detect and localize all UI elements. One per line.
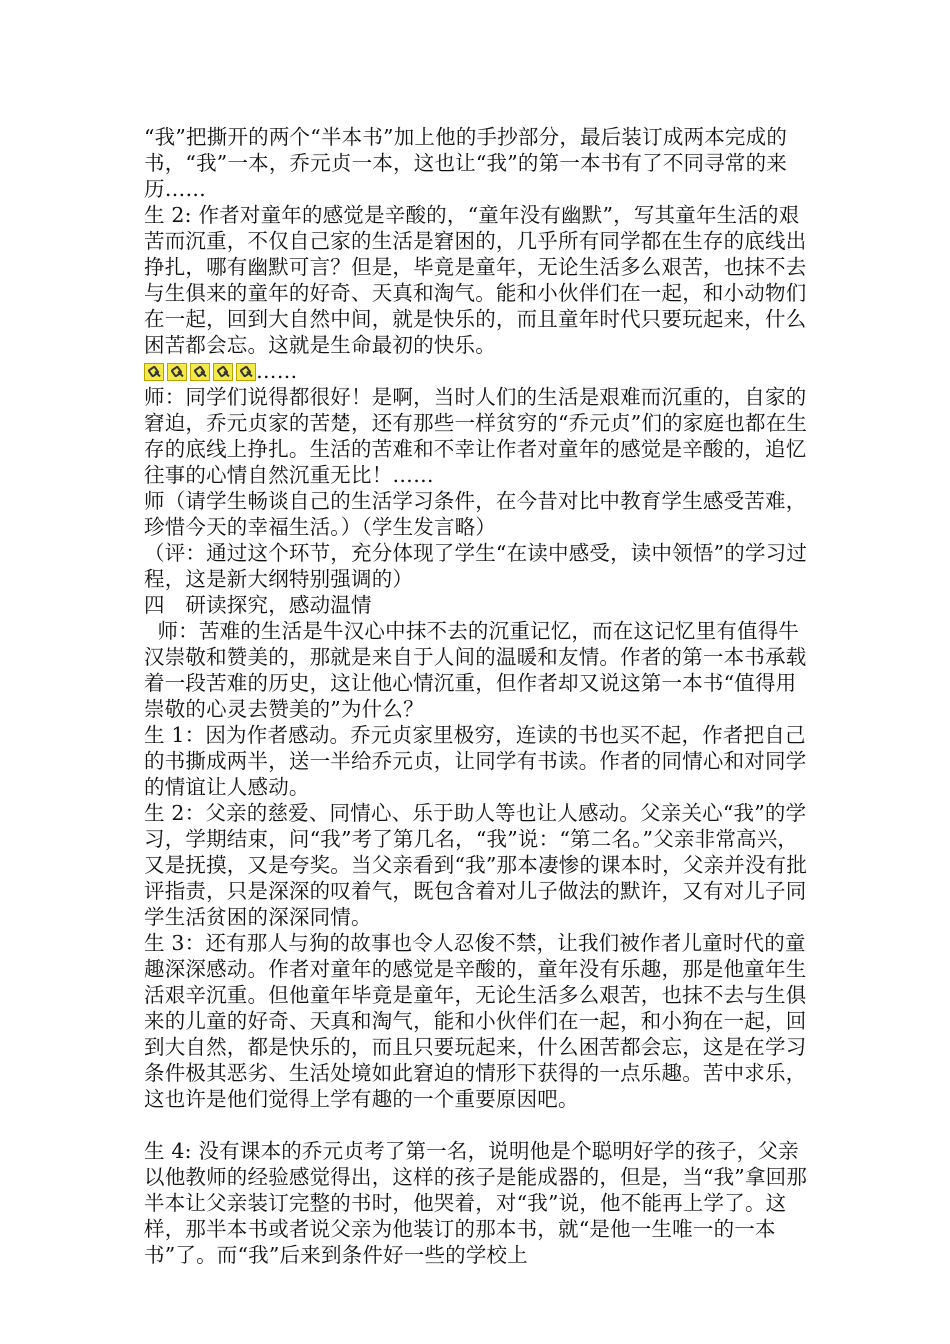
paragraph-student-4: 生 4: 没有课本的乔元贞考了第一名，说明他是个聪明好学的孩子，父亲以他教师的经验感觉得出，这样的孩子是能成器的，但是，当“我”拿回那半本让父亲装订完整的书时，他哭着，对“我”说，他不能再上学了。这样，那半本书或者说父亲为他装订的那本书，就“是他一生唯一的一本书”了。而“我”后来到条件好一些的学校上: [144, 1139, 808, 1267]
paragraph-teacher-prompt: 师（请学生畅谈自己的生活学习条件，在今昔对比中教育学生感受苦难，珍惜今天的幸福生活。）（学生发言略）: [144, 489, 807, 539]
pencil-icon: [144, 363, 164, 381]
paragraph-student-2: 生 2: 作者对童年的感觉是辛酸的，“童年没有幽默”，写其童年生活的艰苦而沉重，不仅自己家的生活是窘困的，几乎所有同学都在生存的底线出挣扎，哪有幽默可言？但是，毕竟是童年，无论生活多么艰苦，也抹不去与生俱来的童年的好奇、天真和淘气。能和小伙伴们在一起，和小动物们在一起，回到大自然中间，就是快乐的，而且童年时代只要玩起来，什么困苦都会忘。这就是生命最初的快乐。: [144, 203, 807, 357]
paragraph-teacher-question: 师：苦难的生活是牛汉心中抹不去的沉重记忆，而在这记忆里有值得牛汉崇敬和赞美的，那就是来自于人间的温暖和友情。作者的第一本书承载着一段苦难的历史，这让他心情沉重，但作者却又说这第一本书“值得用崇敬的心灵去赞美的”为什么？: [144, 619, 807, 721]
pencil-icon: [190, 363, 210, 381]
paragraph-student-3: 生 3：还有那人与狗的故事也令人忍俊不禁，让我们被作者儿童时代的童趣深深感动。作者对童年的感觉是辛酸的，童年没有乐趣，那是他童年生活艰辛沉重。但他童年毕竟是童年，无论生活多么艰苦，也抹不去与生俱来的儿童的好奇、天真和淘气，能和小伙伴们在一起，和小狗在一起，回到大自然，都是快乐的，而且只要玩起来，什么困苦都会忘，这是在学习条件极其恶劣、生活处境如此窘迫的情形下获得的一点乐趣。苦中求乐，这也许是他们觉得上学有趣的一个重要原因吧。: [144, 931, 807, 1111]
pencil-icon-group: [144, 363, 256, 381]
paragraph-student-1: 生 1：因为作者感动。乔元贞家里极穷，连读的书也买不起，作者把自己的书撕成两半，送一半给乔元贞，让同学有书读。作者的同情心和对同学的情谊让人感动。: [144, 723, 807, 799]
pencil-icon: [236, 363, 256, 381]
paragraph-student-2b: 生 2：父亲的慈爱、同情心、乐于助人等也让人感动。父亲关心“我”的学习，学期结束，问“我”考了第几名，“我”说：“第二名。”父亲非常高兴，又是抚摸，又是夸奖。当父亲看到“我”那本凄惨的课本时，父亲并没有批评指责，只是深深的叹着气，既包含着对儿子做法的默许，又有对儿子同学生活贫困的深深同情。: [144, 801, 808, 929]
pencil-icon: [213, 363, 233, 381]
section-heading: 四 研读探究，感动温情: [144, 593, 372, 617]
document-page: [144, 124, 816, 1268]
icon-row: [144, 358, 816, 384]
paragraph-teacher-summary: 师：同学们说得都很好！是啊，当时人们的生活是艰难而沉重的，自家的窘迫，乔元贞家的苦楚，还有那些一样贫穷的“乔元贞”们的家庭也都在生存的底线上挣扎。生活的苦难和不幸让作者对童年的感觉是辛酸的，追忆往事的心情自然沉重无比！……: [144, 385, 808, 487]
paragraph-intro: “我”把撕开的两个“半本书”加上他的手抄部分，最后装订成两本完成的书，“我”一本，乔元贞一本，这也让“我”的第一本书有了不同寻常的来历……: [144, 125, 788, 201]
paragraph-comment: （评：通过这个环节，充分体现了学生“在读中感受，读中领悟”的学习过程，这是新大纲特别强调的）: [144, 541, 808, 591]
blank-line: [144, 1112, 816, 1138]
pencil-icon: [167, 363, 187, 381]
icon-row-ellipsis: ……: [256, 359, 298, 383]
